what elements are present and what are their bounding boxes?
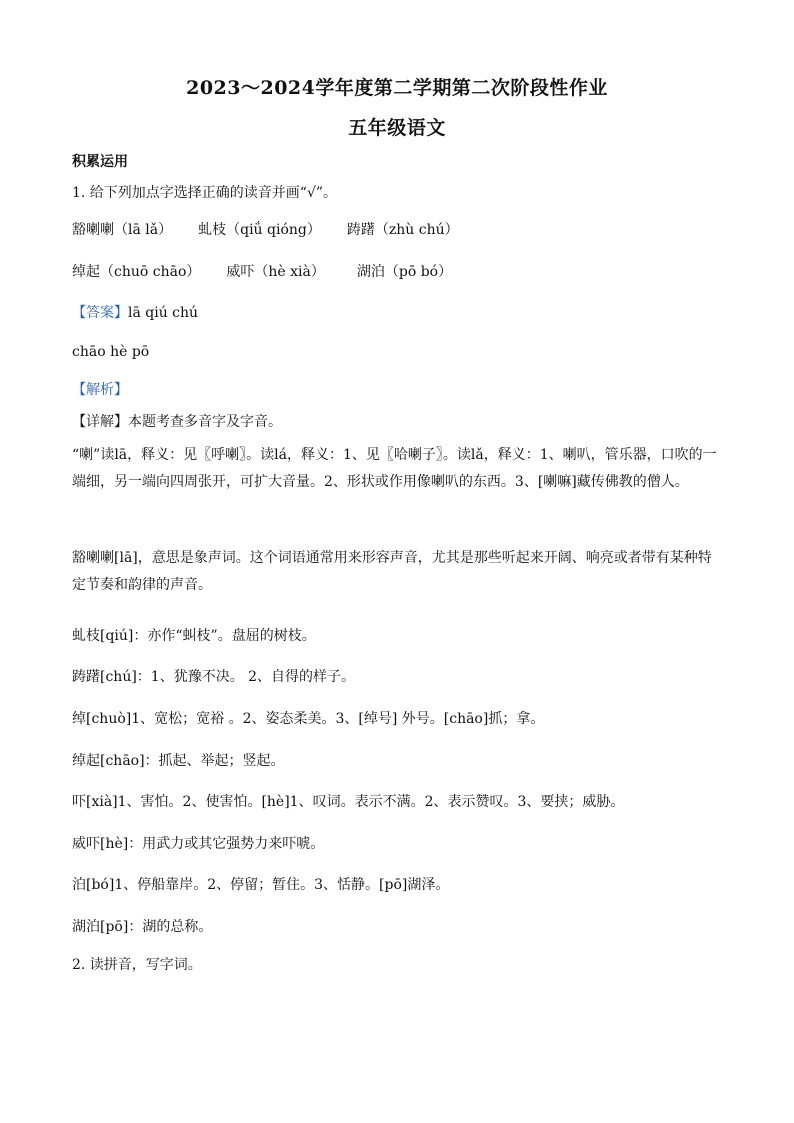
answer-values-1: lā qiú chú bbox=[128, 305, 199, 321]
analysis-label: 【解析】 bbox=[72, 382, 128, 398]
explanation-qiuzhi: 虬枝[qiú]：亦作“虯枝”。盘屈的树枝。 bbox=[72, 628, 316, 644]
option-1b: 虬枝（qiǘ qióng） bbox=[198, 222, 321, 238]
explanation-xia: 吓[xià]1、害怕。2、使害怕。[hè]1、叹词。表示不满。2、表示赞叹。3、要挟；威胁。 bbox=[72, 794, 625, 810]
option-2a: 绰起（chuō chāo） bbox=[72, 264, 201, 280]
explanation-weihe: 威吓[hè]：用武力或其它强势力来吓唬。 bbox=[72, 836, 325, 852]
answer-line-1 bbox=[72, 302, 198, 322]
explanation-huolala: 豁喇喇[lā]，意思是象声词。这个词语通常用来形容声音，尤其是那些听起来开阔、响亮或者带有某种特定节奏和韵律的声音。 bbox=[72, 550, 712, 593]
option-2c: 湖泊（pō bó） bbox=[356, 264, 453, 280]
question-1-prompt: 1. 给下列加点字选择正确的读音并画“√”。 bbox=[72, 185, 338, 201]
explanation-chouchu: 踌躇[chú]：1、犹豫不决。 2、自得的样子。 bbox=[72, 669, 356, 685]
answer-label: 【答案】 bbox=[72, 305, 128, 321]
option-1a: 豁喇喇（lā lǎ） bbox=[72, 222, 173, 238]
question-1-options-row-1 bbox=[72, 219, 459, 239]
explanation-la: “喇”读lā，释义：见〖呼喇〗。读lá，释义：1、见〖哈喇子〗。读lǎ，释义：1、喇叭，管乐器，口吹的一端细，另一端向四周张开，可扩大音量。2、形状或作用像喇叭的东西。3、[喇嘛]藏传佛教的僧人。 bbox=[72, 447, 717, 490]
section-heading: 积累运用 bbox=[72, 154, 128, 170]
option-1c: 踌躇（zhù chú） bbox=[346, 222, 459, 238]
document-title: 2023～2024学年度第二学期第二次阶段性作业 bbox=[186, 77, 608, 99]
question-2-prompt: 2. 读拼音，写字词。 bbox=[72, 957, 202, 973]
option-2b: 威吓（hè xià） bbox=[226, 264, 325, 280]
detail-intro: 【详解】本题考查多音字及字音。 bbox=[72, 414, 282, 430]
explanation-chaoqi: 绰起[chāo]：抓起、举起；竖起。 bbox=[72, 753, 285, 769]
explanation-hupo: 湖泊[pō]：湖的总称。 bbox=[72, 919, 213, 935]
document-subtitle: 五年级语文 bbox=[348, 117, 446, 139]
explanation-bo: 泊[bó]1、停船靠岸。2、停留；暂住。3、恬静。[pō]湖泽。 bbox=[72, 877, 450, 893]
answer-line-2: chāo hè pō bbox=[72, 344, 150, 360]
question-1-options-row-2 bbox=[72, 261, 452, 281]
explanation-chuo: 绰[chuò]1、宽松；宽裕 。2、姿态柔美。3、[绰号] 外号。[chāo]抓；拿。 bbox=[72, 711, 545, 727]
